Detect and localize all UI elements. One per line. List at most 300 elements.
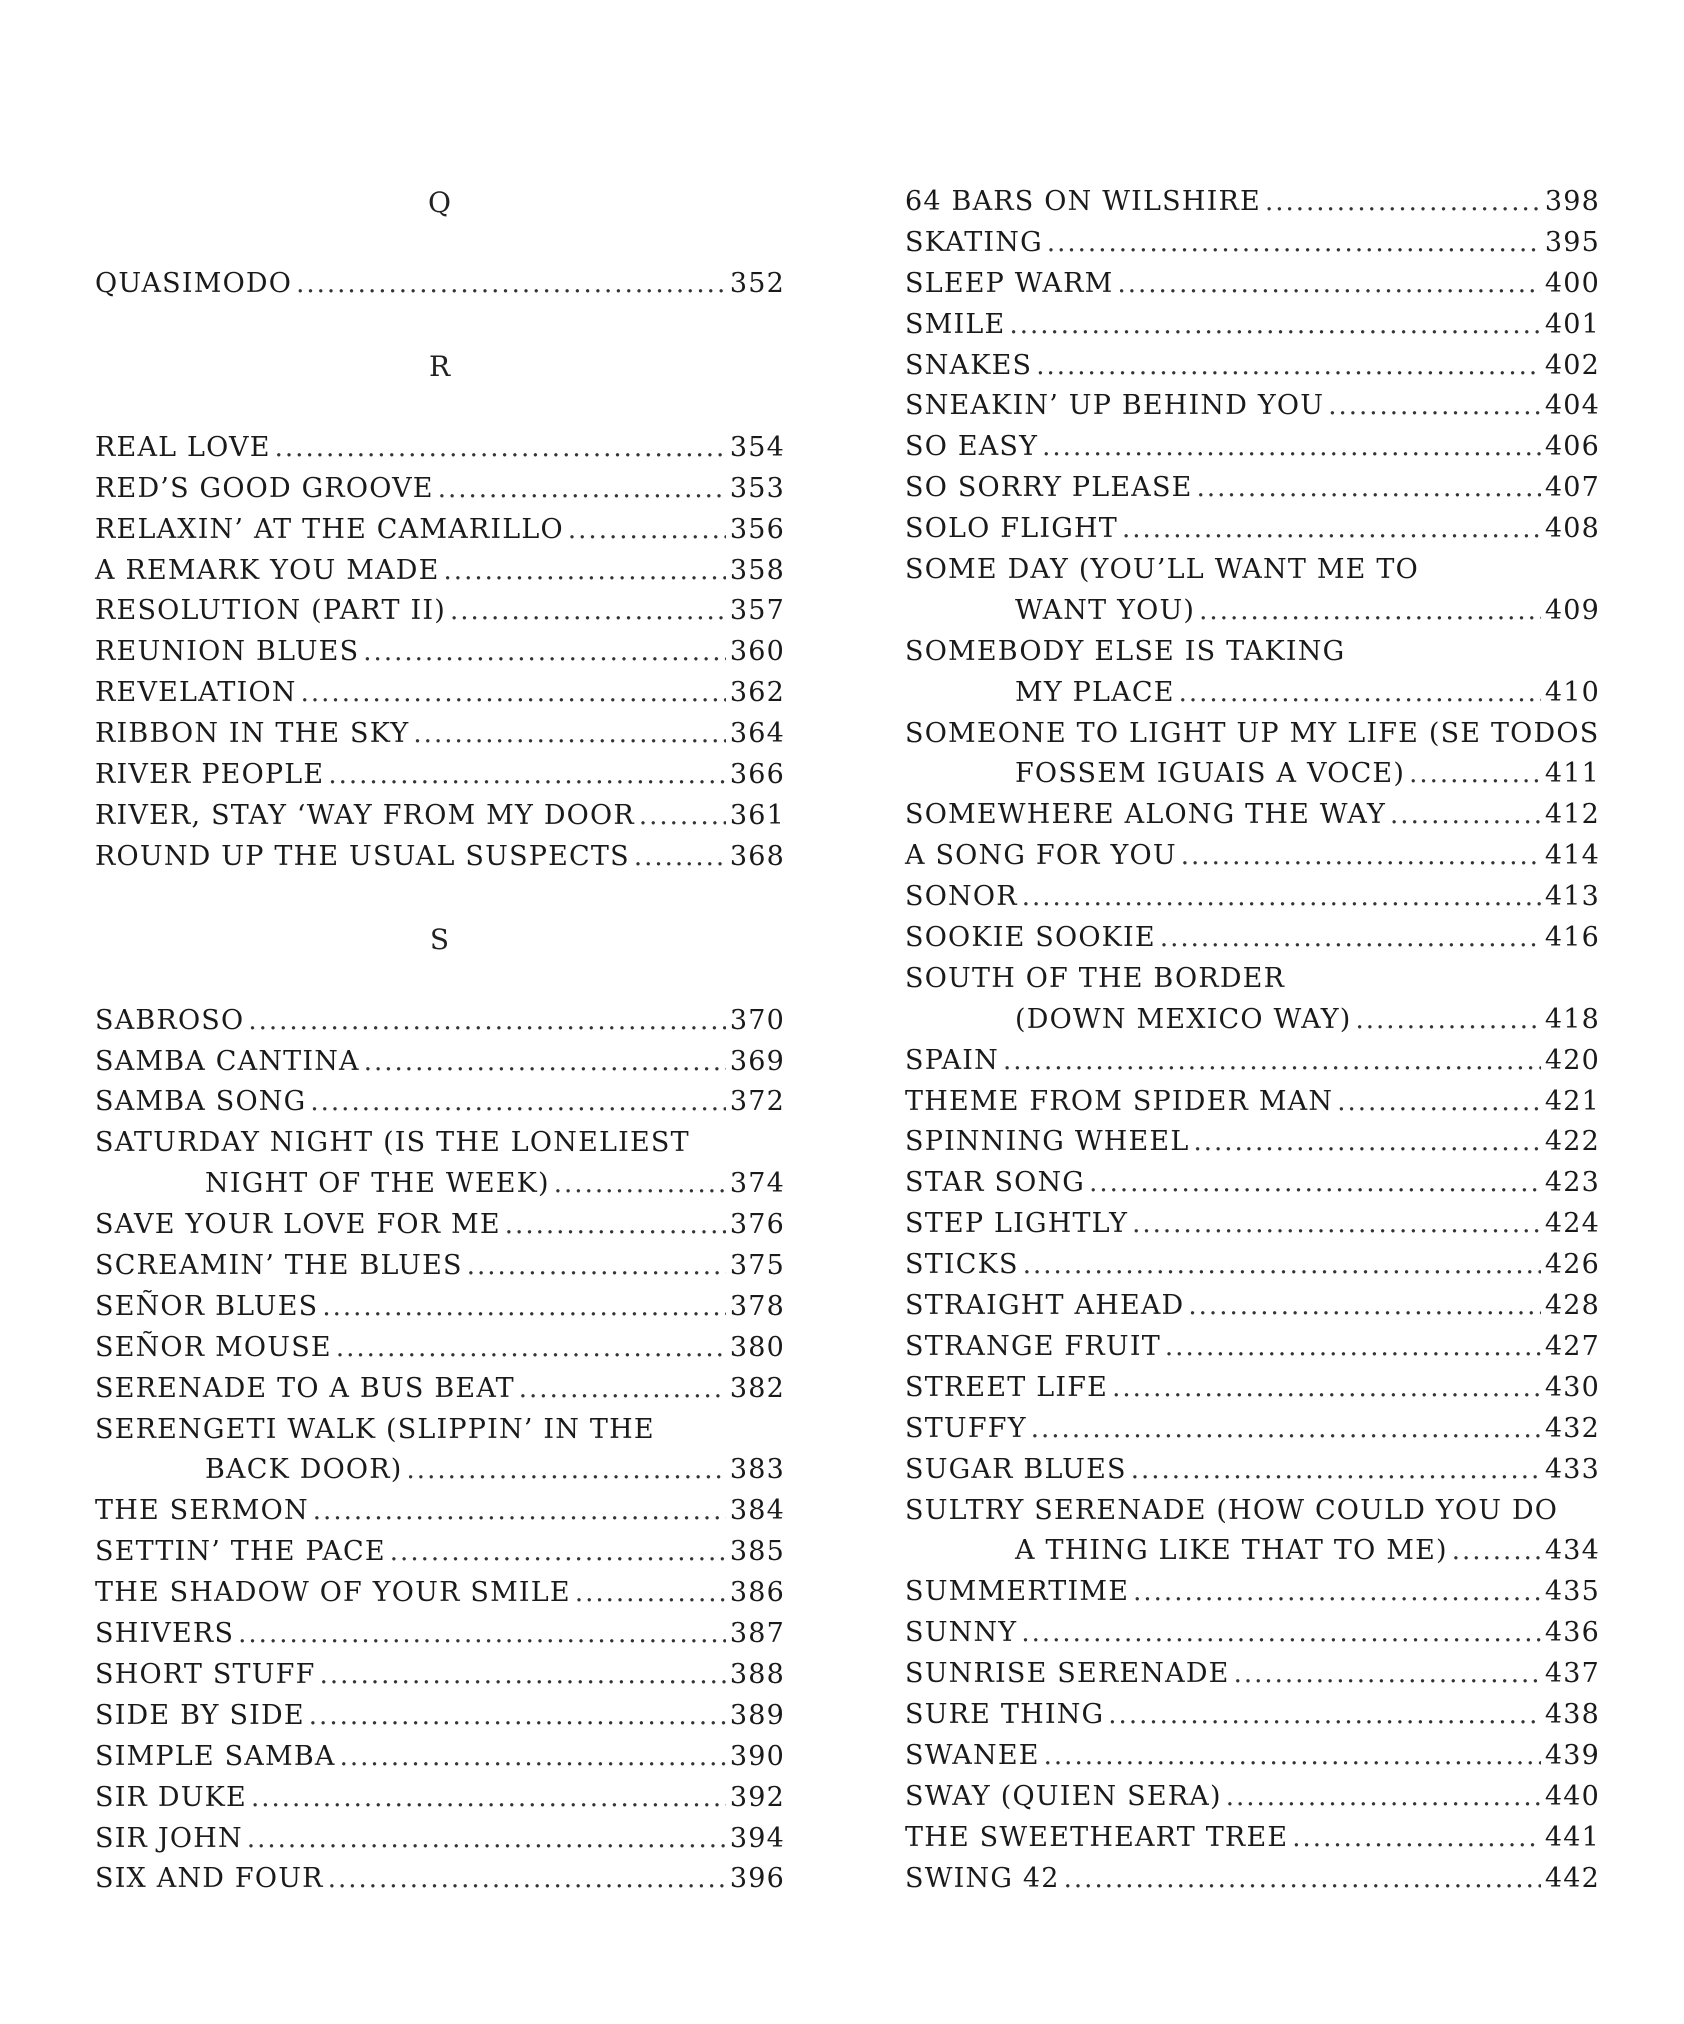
song-title: SWING 42 [905, 1862, 1060, 1894]
song-title: SOMEWHERE ALONG THE WAY [905, 799, 1387, 831]
song-title: MY PLACE [1015, 676, 1175, 708]
entry-line [95, 1819, 785, 1860]
page-number: 353 [729, 472, 785, 504]
index-entry [905, 959, 1600, 1041]
index-entry [95, 1001, 785, 1042]
song-title: RED’S GOOD GROOVE [95, 472, 434, 504]
page-number: 389 [729, 1699, 785, 1731]
dot-leader [301, 673, 726, 714]
song-title: SAMBA CANTINA [95, 1045, 360, 1077]
song-title: SHORT STUFF [95, 1658, 316, 1690]
entry-line [905, 305, 1600, 346]
index-entry [905, 1286, 1600, 1327]
page-number: 360 [729, 636, 785, 668]
dot-leader [1337, 1082, 1541, 1123]
entry-line [95, 510, 785, 551]
entry-line [95, 1410, 785, 1451]
song-title: SETTIN’ THE PACE [95, 1536, 386, 1568]
entry-line [95, 796, 785, 837]
index-entry [905, 714, 1600, 796]
index-entry [95, 714, 785, 755]
entry-line [95, 755, 785, 796]
entry-line [905, 1122, 1600, 1163]
page-number: 422 [1544, 1126, 1600, 1158]
song-title: THE SWEETHEART TREE [905, 1821, 1289, 1853]
entry-line [95, 714, 785, 755]
index-entry [95, 1573, 785, 1614]
entry-line [905, 959, 1600, 1000]
entry-line [905, 1818, 1600, 1859]
entry-line [905, 1409, 1600, 1450]
index-entry [95, 1410, 785, 1492]
page-number: 406 [1544, 431, 1600, 463]
index-entry [95, 1328, 785, 1369]
dot-leader [1133, 1572, 1541, 1613]
section-letter: S [429, 922, 451, 956]
dot-leader [1226, 1777, 1541, 1818]
song-title: REVELATION [95, 677, 297, 709]
dot-leader [1108, 1695, 1541, 1736]
entry-line [95, 1573, 785, 1614]
song-title: THE SHADOW OF YOUR SMILE [95, 1577, 571, 1609]
page-number: 352 [729, 268, 785, 299]
page-number: 438 [1544, 1698, 1600, 1730]
dot-leader [1199, 591, 1541, 632]
page-number: 426 [1544, 1249, 1600, 1281]
entry-line [95, 1001, 785, 1042]
page-number: 358 [729, 554, 785, 586]
song-title: FOSSEM IGUAIS A VOCE) [1015, 758, 1406, 790]
page-number: 408 [1544, 513, 1600, 545]
dot-leader [444, 551, 726, 592]
section-spacer [95, 387, 785, 428]
dot-leader [328, 755, 726, 796]
song-title: SEÑOR MOUSE [95, 1331, 332, 1363]
page-number: 357 [729, 595, 785, 627]
dot-leader [1165, 1327, 1541, 1368]
song-title: SIX AND FOUR [95, 1863, 324, 1895]
page-number: 376 [729, 1209, 785, 1241]
song-title: SERENADE TO A BUS BEAT [95, 1372, 515, 1404]
song-title: STUFFY [905, 1412, 1027, 1444]
song-title: SKATING [905, 226, 1043, 258]
song-title: SCREAMIN’ THE BLUES [95, 1250, 463, 1282]
index-entry [905, 468, 1600, 509]
index-entry [95, 1819, 785, 1860]
entry-line [95, 1532, 785, 1573]
index-entry [95, 428, 785, 469]
dot-leader [1023, 1245, 1541, 1286]
page-number: 401 [1544, 308, 1600, 340]
song-title: SNEAKIN’ UP BEHIND YOU [905, 390, 1325, 422]
entry-line [95, 1450, 785, 1491]
entry-line [905, 877, 1600, 918]
song-title: SWAY (QUIEN SERA) [905, 1780, 1222, 1812]
page-number: 388 [729, 1658, 785, 1690]
index-entry [95, 1205, 785, 1246]
dot-leader [1409, 754, 1541, 795]
index-entry [95, 591, 785, 632]
entry-line [905, 386, 1600, 427]
page-number: 372 [729, 1086, 785, 1118]
index-entry [905, 427, 1600, 468]
entry-line [95, 1655, 785, 1696]
index-entry [95, 1042, 785, 1083]
index-entry [95, 632, 785, 673]
entry-line [95, 1369, 785, 1410]
dot-leader [1003, 1041, 1541, 1082]
index-entry [905, 1082, 1600, 1123]
page-number: 432 [1544, 1412, 1600, 1444]
dot-leader [575, 1573, 726, 1614]
dot-leader [1122, 509, 1541, 550]
page-number: 427 [1544, 1330, 1600, 1362]
page-number: 441 [1544, 1821, 1600, 1853]
section-letter: R [428, 349, 452, 383]
song-title: A THING LIKE THAT TO ME) [1015, 1535, 1448, 1567]
song-title: SAVE YOUR LOVE FOR ME [95, 1209, 501, 1241]
entry-line [95, 1778, 785, 1819]
dot-leader [320, 1655, 726, 1696]
song-title: STICKS [905, 1249, 1019, 1281]
entry-line [95, 837, 785, 878]
index-entry [905, 223, 1600, 264]
index-entry [905, 877, 1600, 918]
dot-leader [247, 1819, 726, 1860]
dot-leader [505, 1205, 726, 1246]
entry-line [905, 1368, 1600, 1409]
page-number: 369 [729, 1045, 785, 1077]
entry-line [905, 1327, 1600, 1368]
index-entry [95, 264, 785, 305]
dot-leader [413, 714, 725, 755]
index-column-left [95, 182, 785, 1900]
index-entry [95, 1287, 785, 1328]
entry-line [95, 1491, 785, 1532]
page-number: 400 [1544, 267, 1600, 299]
song-title: SNAKES [905, 349, 1033, 381]
song-title: SOME DAY (YOU’LL WANT ME TO [905, 554, 1419, 586]
page-number: 433 [1544, 1453, 1600, 1485]
dot-leader [1112, 1368, 1541, 1409]
dot-leader [407, 1450, 726, 1491]
dot-leader [634, 837, 726, 878]
page-number: 378 [729, 1290, 785, 1322]
entry-line [95, 1205, 785, 1246]
song-title: STEP LIGHTLY [905, 1208, 1129, 1240]
song-title: SOLO FLIGHT [905, 513, 1118, 545]
entry-line [95, 551, 785, 592]
song-title: SWANEE [905, 1739, 1040, 1771]
index-entry [95, 1859, 785, 1900]
entry-line [95, 1859, 785, 1900]
index-entry [905, 1491, 1600, 1573]
dot-leader [390, 1532, 726, 1573]
song-title: WANT YOU) [1015, 594, 1196, 626]
song-title: STRANGE FRUIT [905, 1330, 1161, 1362]
page-number: 414 [1544, 840, 1600, 872]
dot-leader [1193, 1122, 1540, 1163]
entry-line [905, 1163, 1600, 1204]
index-entry [905, 918, 1600, 959]
entry-line [95, 591, 785, 632]
entry-line [905, 182, 1600, 223]
song-title: STRAIGHT AHEAD [905, 1290, 1185, 1322]
song-title: QUASIMODO [95, 268, 293, 299]
song-title: RIBBON IN THE SKY [95, 718, 410, 750]
song-title: SIMPLE SAMBA [95, 1740, 336, 1772]
song-title: SUMMERTIME [905, 1576, 1130, 1608]
entry-line [95, 673, 785, 714]
page-number: 384 [729, 1495, 785, 1527]
song-title: SUNNY [905, 1617, 1018, 1649]
page-number: 421 [1544, 1085, 1600, 1117]
entry-line [905, 1000, 1600, 1041]
song-title: SONOR [905, 881, 1018, 913]
index-entry [905, 1695, 1600, 1736]
dot-leader [1036, 346, 1541, 387]
page-number: 385 [729, 1536, 785, 1568]
index-entry [905, 264, 1600, 305]
song-title: 64 BARS ON WILSHIRE [905, 186, 1261, 217]
dot-leader [310, 1082, 725, 1123]
dot-leader [1131, 1450, 1541, 1491]
song-title: REUNION BLUES [95, 636, 360, 668]
dot-leader [1355, 1000, 1540, 1041]
index-entry [95, 1696, 785, 1737]
song-title: SUNRISE SERENADE [905, 1658, 1230, 1690]
entry-line [905, 591, 1600, 632]
entry-line [905, 550, 1600, 591]
page-number: 413 [1544, 881, 1600, 913]
dot-leader [1042, 427, 1541, 468]
entry-line [905, 427, 1600, 468]
song-title: SPAIN [905, 1044, 999, 1076]
page-number: 410 [1544, 676, 1600, 708]
song-title: ROUND UP THE USUAL SUSPECTS [95, 840, 630, 872]
song-title: SUGAR BLUES [905, 1453, 1127, 1485]
page-number: 366 [729, 759, 785, 791]
entry-line [905, 1777, 1600, 1818]
entry-line [905, 1572, 1600, 1613]
index-entry [905, 1859, 1600, 1900]
entry-line [95, 1164, 785, 1205]
dot-leader [1132, 1204, 1541, 1245]
entry-line [905, 468, 1600, 509]
dot-leader [1181, 836, 1541, 877]
dot-leader [296, 264, 726, 305]
dot-leader [1179, 673, 1541, 714]
index-column-right [905, 182, 1600, 1899]
dot-leader [322, 1287, 726, 1328]
page-number: 416 [1544, 922, 1600, 954]
song-title: A REMARK YOU MADE [95, 554, 440, 586]
page-number: 404 [1544, 390, 1600, 422]
index-entry [95, 551, 785, 592]
page-number: 437 [1544, 1658, 1600, 1690]
index-entry [905, 1613, 1600, 1654]
index-entry [905, 509, 1600, 550]
page-number: 435 [1544, 1576, 1600, 1608]
entry-line [905, 1245, 1600, 1286]
dot-leader [1117, 264, 1540, 305]
song-title: SOMEONE TO LIGHT UP MY LIFE (SE TODOS [905, 717, 1600, 749]
page-number: 436 [1544, 1617, 1600, 1649]
page-number: 382 [729, 1372, 785, 1404]
dot-leader [450, 591, 726, 632]
song-title: BACK DOOR) [205, 1454, 403, 1486]
page-number: 409 [1544, 594, 1600, 626]
entry-line [905, 1859, 1600, 1900]
entry-line [905, 1082, 1600, 1123]
entry-line [905, 918, 1600, 959]
index-entry [95, 1369, 785, 1410]
index-entry [95, 1491, 785, 1532]
entry-line [95, 264, 785, 305]
index-entry [905, 1245, 1600, 1286]
section-spacer [95, 878, 785, 919]
dot-leader [251, 1778, 726, 1819]
dot-leader [363, 632, 726, 673]
page-number: 370 [729, 1004, 785, 1036]
song-title: SERENGETI WALK (SLIPPIN’ IN THE [95, 1413, 655, 1445]
song-title: SO EASY [905, 431, 1039, 463]
dot-leader [309, 1696, 726, 1737]
song-title: SHIVERS [95, 1618, 235, 1650]
section-spacer [95, 960, 785, 1001]
index-entry [95, 469, 785, 510]
index-entry [905, 1163, 1600, 1204]
song-title: NIGHT OF THE WEEK) [205, 1168, 550, 1200]
dot-leader [1022, 877, 1541, 918]
dot-leader [1089, 1163, 1541, 1204]
page-number: 383 [729, 1454, 785, 1486]
entry-line [905, 1695, 1600, 1736]
song-title: REAL LOVE [95, 431, 271, 463]
page-number: 428 [1544, 1290, 1600, 1322]
page-number: 364 [729, 718, 785, 750]
index-entry [95, 1778, 785, 1819]
song-title: THEME FROM SPIDER MAN [905, 1085, 1334, 1117]
page-number: 361 [729, 799, 785, 831]
entry-line [95, 1737, 785, 1778]
entry-line [95, 1123, 785, 1164]
dot-leader [364, 1042, 726, 1083]
page-number: 420 [1544, 1044, 1600, 1076]
page-number: 354 [729, 431, 785, 463]
entry-line [905, 1450, 1600, 1491]
dot-leader [1031, 1409, 1541, 1450]
entry-line [95, 1287, 785, 1328]
entry-line [905, 673, 1600, 714]
dot-leader [248, 1001, 726, 1042]
page-number: 394 [729, 1822, 785, 1854]
song-title: RIVER, STAY ‘WAY FROM MY DOOR [95, 799, 635, 831]
entry-line [905, 346, 1600, 387]
dot-leader [519, 1369, 726, 1410]
song-title: SPINNING WHEEL [905, 1126, 1190, 1158]
page-number: 424 [1544, 1208, 1600, 1240]
dot-leader [1160, 918, 1541, 959]
entry-line [95, 1082, 785, 1123]
index-entry [905, 795, 1600, 836]
page-number: 439 [1544, 1739, 1600, 1771]
song-title: THE SERMON [95, 1495, 309, 1527]
index-entry [905, 1818, 1600, 1859]
page-number: 412 [1544, 799, 1600, 831]
dot-leader [1197, 468, 1541, 509]
entry-line [95, 1328, 785, 1369]
index-entry [95, 510, 785, 551]
dot-leader [1021, 1613, 1541, 1654]
entry-line [905, 264, 1600, 305]
index-entry [95, 1532, 785, 1573]
index-entry [905, 1736, 1600, 1777]
page-number: 398 [1544, 186, 1600, 217]
entry-line [905, 1204, 1600, 1245]
section-spacer [95, 223, 785, 264]
song-title: SOMEBODY ELSE IS TAKING [905, 635, 1346, 667]
dot-leader [1234, 1654, 1541, 1695]
index-entry [905, 632, 1600, 714]
dot-leader [1064, 1859, 1541, 1900]
entry-line [95, 428, 785, 469]
dot-leader [340, 1737, 726, 1778]
page-number: 440 [1544, 1780, 1600, 1812]
index-entry [95, 1737, 785, 1778]
index-entry [905, 1368, 1600, 1409]
index-entry [905, 1450, 1600, 1491]
dot-leader [1047, 223, 1541, 264]
index-entry [905, 1327, 1600, 1368]
page-number: 375 [729, 1250, 785, 1282]
dot-leader [1328, 386, 1541, 427]
song-title: RESOLUTION (PART II) [95, 595, 446, 627]
index-entry [905, 1122, 1600, 1163]
index-entry [95, 796, 785, 837]
page-number: 387 [729, 1618, 785, 1650]
page-number: 386 [729, 1577, 785, 1609]
section-letter: Q [428, 186, 452, 219]
index-entry [905, 1204, 1600, 1245]
entry-line [905, 509, 1600, 550]
index-entry [905, 550, 1600, 632]
entry-line [905, 1654, 1600, 1695]
dot-leader [1044, 1736, 1541, 1777]
entry-line [905, 1736, 1600, 1777]
entry-line [905, 714, 1600, 755]
page-number: 392 [729, 1781, 785, 1813]
index-entry [905, 1654, 1600, 1695]
entry-line [95, 1246, 785, 1287]
page-number: 368 [729, 840, 785, 872]
index-entry [905, 1041, 1600, 1082]
dot-leader [1452, 1531, 1541, 1572]
song-title: SULTRY SERENADE (HOW COULD YOU DO [905, 1494, 1559, 1526]
dot-leader [336, 1328, 726, 1369]
entry-line [905, 836, 1600, 877]
page-number: 390 [729, 1740, 785, 1772]
dot-leader [1390, 795, 1541, 836]
entry-line [95, 632, 785, 673]
index-entry [905, 1572, 1600, 1613]
index-entry [95, 1246, 785, 1287]
entry-line [905, 754, 1600, 795]
song-title: RIVER PEOPLE [95, 759, 325, 791]
entry-line [95, 1614, 785, 1655]
index-entry [95, 1614, 785, 1655]
dot-leader [328, 1859, 726, 1900]
